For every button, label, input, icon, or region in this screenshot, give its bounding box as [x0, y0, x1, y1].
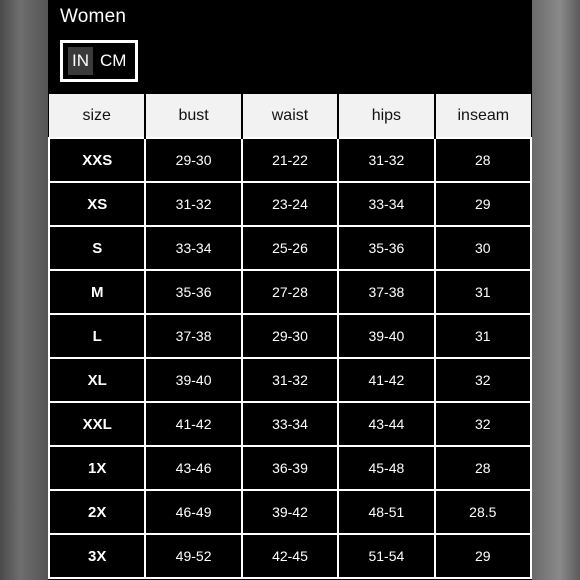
cell-inseam: 28: [435, 446, 531, 490]
cell-inseam: 32: [435, 358, 531, 402]
cell-inseam: 32: [435, 402, 531, 446]
cell-bust: 31-32: [145, 182, 241, 226]
table-row: [49, 358, 531, 402]
cell-bust: 29-30: [145, 138, 241, 182]
cell-waist: 21-22: [242, 138, 338, 182]
cell-hips: 48-51: [338, 490, 434, 534]
cell-size: 2X: [49, 490, 145, 534]
cell-inseam: 30: [435, 226, 531, 270]
cell-hips: 37-38: [338, 270, 434, 314]
cell-inseam: 28.5: [435, 490, 531, 534]
cell-size: M: [49, 270, 145, 314]
table-row: [49, 534, 531, 578]
cell-waist: 31-32: [242, 358, 338, 402]
cell-waist: 23-24: [242, 182, 338, 226]
cell-bust: 39-40: [145, 358, 241, 402]
cell-bust: 33-34: [145, 226, 241, 270]
cell-size: XL: [49, 358, 145, 402]
cell-hips: 41-42: [338, 358, 434, 402]
header-inseam: inseam: [435, 94, 531, 138]
cell-inseam: 29: [435, 182, 531, 226]
size-table: [48, 94, 532, 579]
cell-hips: 39-40: [338, 314, 434, 358]
cell-size: S: [49, 226, 145, 270]
cell-inseam: 28: [435, 138, 531, 182]
cell-waist: 39-42: [242, 490, 338, 534]
cell-hips: 43-44: [338, 402, 434, 446]
header-size: size: [49, 94, 145, 138]
chart-title: Women: [60, 6, 127, 27]
table-body: [49, 138, 531, 578]
cell-hips: 31-32: [338, 138, 434, 182]
cell-hips: 45-48: [338, 446, 434, 490]
header-waist: waist: [242, 94, 338, 138]
table-row: [49, 402, 531, 446]
header-hips: hips: [338, 94, 434, 138]
cell-waist: 36-39: [242, 446, 338, 490]
unit-option-cm[interactable]: CM: [100, 51, 127, 70]
table-row: [49, 138, 531, 182]
cell-bust: 43-46: [145, 446, 241, 490]
table-row: [49, 314, 531, 358]
cell-waist: 27-28: [242, 270, 338, 314]
cell-size: L: [49, 314, 145, 358]
table-row: [49, 270, 531, 314]
cell-bust: 46-49: [145, 490, 241, 534]
size-chart-panel: [48, 0, 532, 580]
cell-hips: 35-36: [338, 226, 434, 270]
cell-size: 3X: [49, 534, 145, 578]
header-bust: bust: [145, 94, 241, 138]
table-row: [49, 446, 531, 490]
table-row: [49, 490, 531, 534]
cell-bust: 41-42: [145, 402, 241, 446]
cell-size: XS: [49, 182, 145, 226]
cell-bust: 37-38: [145, 314, 241, 358]
unit-option-in[interactable]: IN: [68, 47, 93, 75]
cell-bust: 49-52: [145, 534, 241, 578]
cell-hips: 33-34: [338, 182, 434, 226]
cell-hips: 51-54: [338, 534, 434, 578]
cell-size: XXL: [49, 402, 145, 446]
cell-inseam: 31: [435, 270, 531, 314]
table-row: [49, 226, 531, 270]
cell-bust: 35-36: [145, 270, 241, 314]
cell-waist: 29-30: [242, 314, 338, 358]
table-header-row: [49, 94, 531, 138]
cell-size: 1X: [49, 446, 145, 490]
cell-inseam: 31: [435, 314, 531, 358]
unit-toggle[interactable]: [60, 40, 138, 82]
cell-waist: 33-34: [242, 402, 338, 446]
cell-waist: 42-45: [242, 534, 338, 578]
cell-inseam: 29: [435, 534, 531, 578]
cell-waist: 25-26: [242, 226, 338, 270]
cell-size: XXS: [49, 138, 145, 182]
table-row: [49, 182, 531, 226]
